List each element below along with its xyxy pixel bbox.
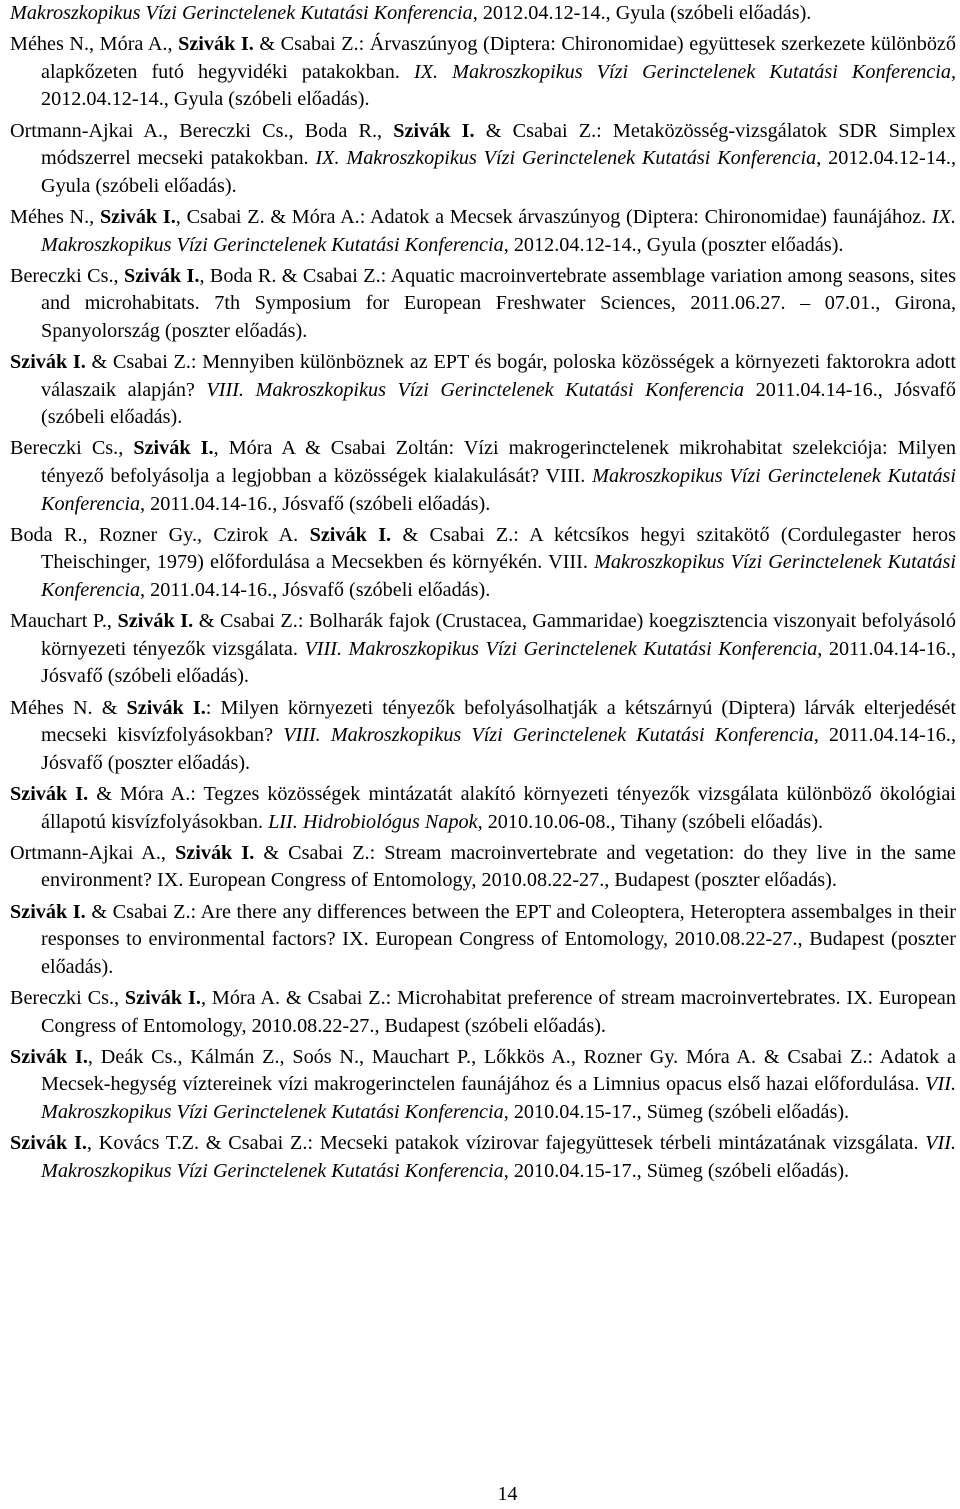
author-highlight: Szivák I. bbox=[10, 351, 86, 374]
venue-title: VIII. Makroszkopikus Vízi Gerinctelenek Kutatási Konferencia bbox=[206, 378, 745, 401]
reference-entry bbox=[10, 31, 956, 114]
reference-entry bbox=[10, 204, 956, 259]
venue-title: VII. Makroszkopikus Vízi Gerinctelenek Kutatási Konferencia bbox=[41, 1073, 956, 1123]
reference-text: Bereczki Cs., bbox=[10, 986, 125, 1009]
reference-text: , 2010.04.15-17., Sümeg (szóbeli előadás). bbox=[503, 1159, 850, 1182]
author-highlight: Szivák I. bbox=[126, 696, 206, 719]
reference-text: , 2011.04.14-16., Jósvafő (szóbeli előadás). bbox=[41, 637, 956, 688]
reference-text: , 2011.04.14-16., Jósvafő (poszter előadás). bbox=[41, 724, 956, 774]
reference-text: Méhes N., bbox=[10, 205, 100, 228]
venue-title: Makroszkopikus Vízi Gerinctelenek Kutatási Konferencia bbox=[10, 2, 473, 24]
author-highlight: Szivák I. bbox=[117, 610, 194, 633]
reference-text: & Csabai Z.: Bolharák fajok (Crustacea, Gammaridae) koegzisztencia viszonyait befolyásoló környezeti tényezők vizsgálata. bbox=[41, 610, 956, 660]
author-highlight: Szivák I. bbox=[393, 119, 475, 142]
reference-text: , Kovács T.Z. & Csabai Z.: Mecseki patakok vízirovar fajegyüttesek térbeli mintázatának vizsgálata. bbox=[86, 1132, 926, 1155]
reference-text: , 2010.10.06-08., Tihany (szóbeli előadás). bbox=[477, 810, 824, 833]
reference-entry bbox=[10, 0, 956, 28]
author-highlight: Szivák I. bbox=[10, 900, 86, 923]
reference-text: & Csabai Z.: A kétcsíkos hegyi szitakötő (Cordulegaster heros Theischinger, 1979) előfordulása a Mecsekben és környékén. VIII. bbox=[41, 523, 956, 574]
reference-text: & Csabai Z.: Stream macroinvertebrate and vegetation: do they live in the same environment? IX. European Congress of Entomology, 2010.08.22-27., Budapest (poszter előadás). bbox=[41, 841, 956, 892]
reference-entry bbox=[10, 1044, 956, 1127]
reference-text: & Móra A.: Tegzes közösségek mintázatát alakító környezeti tényezők vizsgálata különböző ökológiai állapotú kisvízfolyásokban. bbox=[41, 782, 956, 833]
reference-text: , 2010.04.15-17., Sümeg (szóbeli előadás). bbox=[503, 1100, 850, 1123]
venue-title: Makroszkopikus Vízi Gerinctelenek Kutatási Konferencia bbox=[41, 465, 956, 515]
reference-text: & Csabai Z.: Mennyiben különböznek az EPT és bogár, poloska közösségek a környezeti faktorokra adott válaszaik alapján? bbox=[41, 351, 956, 401]
reference-text: , Móra A. & Csabai Z.: Microhabitat preference of stream macroinvertebrates. IX. European Congress of Entomology, 2010.08.22-27., Budapest (szóbeli előadás). bbox=[41, 986, 956, 1037]
reference-text: Bereczki Cs., bbox=[10, 437, 134, 460]
reference-text: , 2011.04.14-16., Jósvafő (szóbeli előadás). bbox=[140, 579, 491, 602]
author-highlight: Szivák I. bbox=[178, 33, 254, 56]
author-highlight: Szivák I. bbox=[99, 205, 176, 228]
reference-entry bbox=[10, 985, 956, 1040]
reference-text: , 2011.04.14-16., Jósvafő (szóbeli előadás). bbox=[140, 492, 491, 515]
reference-text: , 2012.04.12-14., Gyula (szóbeli előadás). bbox=[41, 60, 956, 111]
reference-text: Bereczki Cs., bbox=[10, 264, 124, 287]
reference-text: , Csabai Z. & Móra A.: Adatok a Mecsek árvaszúnyog (Diptera: Chironomidae) faunájához. bbox=[175, 205, 932, 228]
reference-entry bbox=[10, 608, 956, 691]
reference-text: & Csabai Z.: Árvaszúnyog (Diptera: Chironomidae) együttesek szerkezete különböző alapkőzeten futó hegyvidéki patakokban. bbox=[41, 33, 956, 83]
author-highlight: Szivák I. bbox=[10, 1045, 88, 1068]
reference-list bbox=[10, 0, 956, 1189]
reference-entry bbox=[10, 435, 956, 518]
reference-text: , Móra A & Csabai Zoltán: Vízi makrogerinctelenek mikrohabitat szelekciója: Milyen tényező befolyásolja a legjobban a közösségek kialakulását? VIII. bbox=[41, 437, 957, 488]
reference-text: Ortmann-Ajkai A., Bereczki Cs., Boda R., bbox=[10, 119, 394, 142]
author-highlight: Szivák I. bbox=[10, 1132, 87, 1155]
reference-text: Méhes N. & bbox=[10, 696, 127, 719]
reference-text: : Milyen környezeti tényezők befolyásolhatják a kétszárnyú (Diptera) lárvák elterjedését mecseki kisvízfolyásokban? bbox=[41, 696, 956, 747]
venue-title: VII. Makroszkopikus Vízi Gerinctelenek Kutatási Konferencia bbox=[41, 1132, 956, 1182]
venue-title: IX. Makroszkopikus Vízi Gerinctelenek Kutatási Konferencia bbox=[315, 147, 817, 170]
reference-entry bbox=[10, 840, 956, 895]
reference-text: , 2012.04.12-14., Gyula (poszter előadás). bbox=[503, 233, 844, 256]
venue-title: Makroszkopikus Vízi Gerinctelenek Kutatási Konferencia bbox=[41, 551, 956, 602]
reference-text: , 2012.04.12-14., Gyula (szóbeli előadás). bbox=[472, 2, 812, 24]
author-highlight: Szivák I. bbox=[175, 841, 255, 864]
venue-title: VIII. Makroszkopikus Vízi Gerinctelenek Kutatási Konferencia bbox=[283, 724, 814, 747]
reference-text: , Deák Cs., Kálmán Z., Soós N., Mauchart P., Lőkkös A., Rozner Gy. Móra A. & Csabai Z.: Adatok a Mecsek-hegység víztereinek vízi makrogerinctelen faunájához és a Limnius opacus első hazai előfordulása. bbox=[41, 1045, 956, 1096]
reference-entry bbox=[10, 263, 956, 346]
venue-title: IX. Makroszkopikus Vízi Gerinctelenek Kutatási Konferencia bbox=[41, 205, 956, 256]
reference-text: 2011.04.14-16., Jósvafő (szóbeli előadás). bbox=[41, 378, 956, 429]
author-highlight: Szivák I. bbox=[124, 986, 201, 1009]
reference-text: Ortmann-Ajkai A., bbox=[10, 841, 176, 864]
venue-title: LII. Hidrobiológus Napok bbox=[268, 810, 478, 833]
reference-entry bbox=[10, 781, 956, 836]
reference-text: Méhes N., Móra A., bbox=[10, 33, 179, 56]
venue-title: IX. Makroszkopikus Vízi Gerinctelenek Kutatási Konferencia bbox=[413, 60, 951, 83]
reference-entry bbox=[10, 1130, 956, 1185]
author-highlight: Szivák I. bbox=[309, 523, 392, 546]
reference-entry bbox=[10, 695, 956, 778]
reference-entry bbox=[10, 349, 956, 432]
venue-title: VIII. Makroszkopikus Vízi Gerinctelenek Kutatási Konferencia bbox=[304, 637, 818, 660]
page-number: 14 bbox=[497, 1483, 518, 1505]
author-highlight: Szivák I. bbox=[123, 264, 200, 287]
reference-text: Boda R., Rozner Gy., Czirok A. bbox=[10, 523, 310, 546]
reference-entry bbox=[10, 118, 956, 201]
reference-text: Mauchart P., bbox=[10, 610, 118, 633]
reference-text: & Csabai Z.: Metaközösség-vizsgálatok SDR Simplex módszerrel mecseki patakokban. bbox=[41, 119, 956, 170]
reference-text: & Csabai Z.: Are there any differences between the EPT and Coleoptera, Heteroptera assembalges in their responses to environmental factors? IX. European Congress of Entomology, 2010.08.22-27., Budapest (poszter előadás). bbox=[41, 900, 956, 978]
author-highlight: Szivák I. bbox=[10, 782, 89, 805]
reference-entry bbox=[10, 522, 956, 605]
reference-text: , 2012.04.12-14., Gyula (szóbeli előadás). bbox=[41, 147, 956, 197]
reference-text: , Boda R. & Csabai Z.: Aquatic macroinvertebrate assemblage variation among seasons, sites and microhabitats. 7th Symposium for European Freshwater Sciences, 2011.06.27. – 07.01., Girona, Spanyolország (poszter előadás). bbox=[41, 264, 956, 342]
author-highlight: Szivák I. bbox=[133, 437, 214, 460]
reference-entry bbox=[10, 899, 956, 982]
